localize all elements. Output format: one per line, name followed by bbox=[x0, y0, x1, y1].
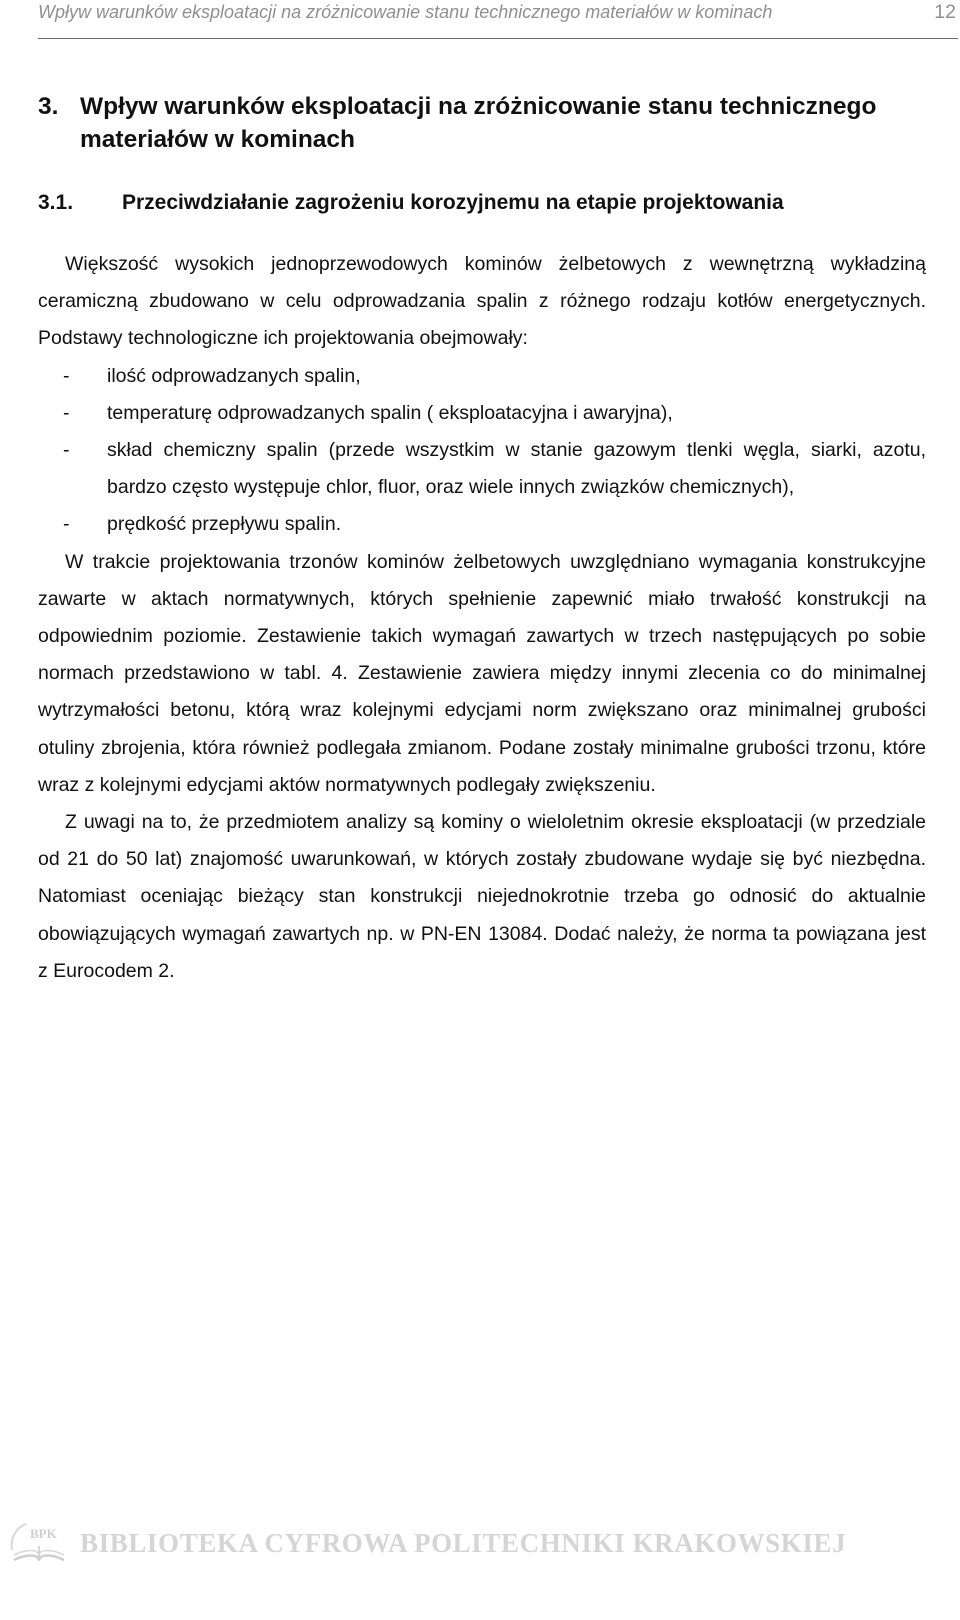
chapter-number: 3. bbox=[38, 93, 59, 120]
running-title: Wpływ warunków eksploatacji na zróżnicowanie stanu technicznego materiałów w kominach bbox=[38, 2, 773, 22]
section-heading bbox=[38, 188, 928, 218]
list-dash: - bbox=[63, 401, 70, 424]
list-item-text: skład chemiczny spalin (przede wszystkim w stanie gazowym tlenki węgla, siarki, azotu, bardzo często występuje chlor, fluor, oraz wiele innych związków chemicznych), bbox=[107, 439, 926, 499]
section-number: 3.1. bbox=[38, 191, 74, 214]
list-item bbox=[38, 432, 926, 506]
library-name: BIBLIOTEKA CYFROWA POLITECHNIKI KRAKOWSKIEJ bbox=[80, 1528, 847, 1558]
running-header bbox=[38, 0, 958, 39]
list-item bbox=[38, 358, 926, 395]
list-dash: - bbox=[63, 513, 70, 536]
paragraph-context: Z uwagi na to, że przedmiotem analizy są kominy o wieloletnim okresie eksploatacji (w przedziale od 21 do 50 lat) znajomość uwarunkowań, w których zostały zbudowane wydaje się być niezbędna. Natomiast oceniając bieżący stan konstrukcji niejednokrotnie trzeba go odnosić do aktualnie obowiązujących wymagań zawartych np. w PN-EN 13084. Dodać należy, że norma ta powiązana jest z Eurocodem 2. bbox=[38, 811, 926, 982]
library-logo-text: BPK bbox=[30, 1526, 57, 1541]
list-item-text: prędkość przepływu spalin. bbox=[107, 513, 342, 536]
list-dash: - bbox=[63, 364, 70, 387]
paragraph-requirements: W trakcie projektowania trzonów kominów żelbetowych uwzględniano wymagania konstrukcyjne zawarte w aktach normatywnych, których spełnienie zapewnić miało trwałość konstrukcji na odpowiednim poziomie. Zestawienie takich wymagań zawartych w trzech następujących po sobie normach przedstawiono w tabl. 4. Zestawienie zawiera między innymi zlecenia co do minimalnej wytrzymałości betonu, którą wraz kolejnymi edycjami norm zwiększano oraz minimalnej grubości otuliny zbrojenia, która również podlegała zmianom. Podane zostały minimalne grubości trzonu, które wraz z kolejnymi edycjami aktów normatywnych podlegały zwiększeniu. bbox=[38, 550, 926, 796]
page-number: 12 bbox=[934, 1, 956, 23]
list-item-text: ilość odprowadzanych spalin, bbox=[107, 364, 361, 387]
paragraph-intro: Większość wysokich jednoprzewodowych kominów żelbetowych z wewnętrzną wykładziną ceramiczną zbudowano w celu odprowadzania spalin z różnego rodzaju kotłów energetycznych. Podstawy technologiczne ich projektowania obejmowały: bbox=[38, 253, 926, 350]
body-text bbox=[38, 246, 926, 990]
list-item bbox=[38, 395, 926, 432]
chapter-heading bbox=[38, 90, 908, 156]
list-item-text: temperaturę odprowadzanych spalin ( eksploatacyjna i awaryjna), bbox=[107, 401, 673, 424]
list-dash: - bbox=[63, 439, 70, 462]
list-item bbox=[38, 506, 926, 543]
section-title: Przeciwdziałanie zagrożeniu korozyjnemu na etapie projektowania bbox=[122, 191, 784, 214]
chapter-title: Wpływ warunków eksploatacji na zróżnicowanie stanu technicznego materiałów w kominach bbox=[80, 93, 877, 153]
library-logo-icon bbox=[8, 1520, 70, 1566]
